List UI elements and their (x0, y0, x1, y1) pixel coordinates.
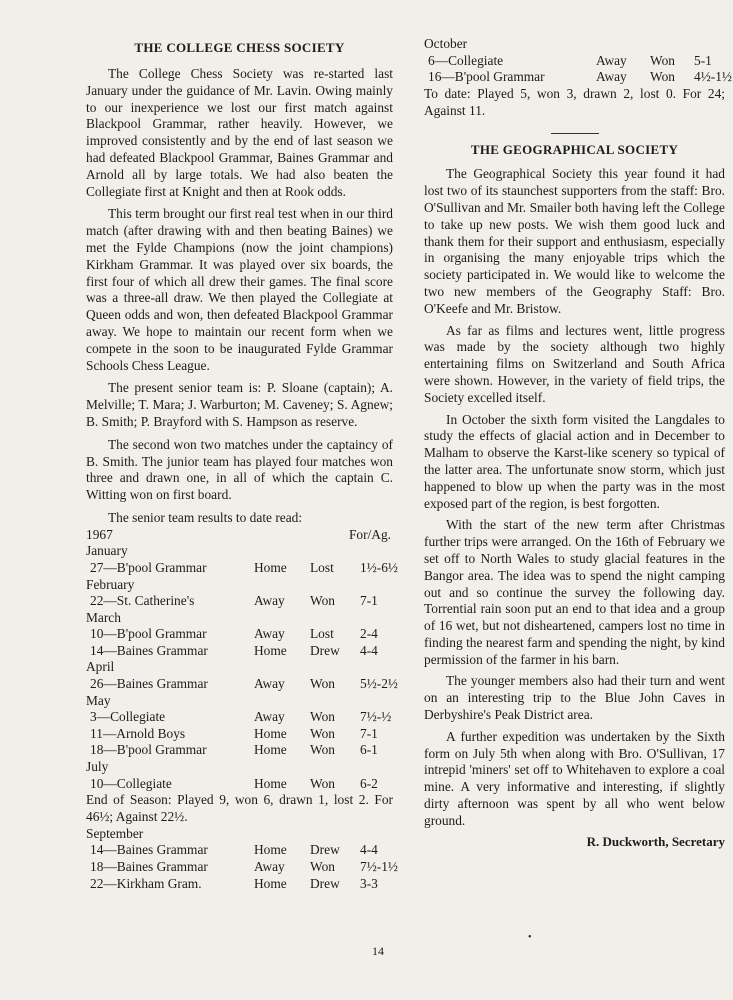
result-row (86, 726, 393, 743)
result-venue: Home (254, 642, 287, 658)
result-opponent: 22—St. Catherine's (90, 593, 195, 609)
results-table (86, 526, 398, 892)
signature: R. Duckworth, Secretary (586, 833, 725, 849)
result-outcome: Drew (310, 875, 340, 891)
result-score: 7½-½ (360, 709, 392, 725)
page-number: 14 (372, 944, 384, 958)
results-month (86, 543, 393, 560)
right-column (424, 0, 732, 850)
result-outcome: Won (650, 69, 675, 85)
result-score: 5½-2½ (360, 676, 398, 692)
month-label: July (86, 759, 109, 775)
month-label: January (86, 543, 128, 559)
season-summary: End of Season: Played 9, won 6, drawn 1, lost 2. For 46½; Against 22½. (86, 792, 393, 825)
result-score: 6-2 (360, 775, 378, 791)
results-header (86, 527, 393, 544)
geo-paragraph-1: The Geographical Society this year found it had lost two of its staunchest supporters from the staff: Bro. O'Sullivan and Mr. Smailer both having left the College to take up new posts. We wish them good luck and thank them for their support and enthusiasm, especially in organising the many enjoyable trips which the society participated in. We would like to welcome the two new members of the Geography Staff: Bro. O'Keefe and Mr. Bristow. (424, 166, 725, 316)
result-row (86, 626, 393, 643)
result-opponent: 26—Baines Grammar (90, 676, 208, 692)
result-score: 7½-1½ (360, 859, 398, 874)
result-score: 5-1 (694, 52, 712, 68)
result-score: 3-3 (360, 875, 378, 891)
result-venue: Home (254, 775, 287, 791)
result-row (86, 842, 393, 859)
left-column (86, 0, 398, 892)
results-month (86, 693, 393, 710)
results-body-2 (86, 825, 398, 892)
result-row (424, 69, 732, 86)
geo-paragraph-3: In October the sixth form visited the Langdales to study the effects of glacial action and in December to Malham to observe the Karst-like scenery so typical of the latter area. The unfortunate snow storm, which just happened to blow up when the party was in the most exposed part of the region, is best forgotten. (424, 411, 725, 511)
results-month (86, 759, 393, 776)
section-divider (551, 133, 599, 134)
result-outcome: Won (310, 593, 335, 609)
result-outcome: Won (310, 709, 335, 725)
result-venue: Away (254, 626, 285, 642)
month-label: February (86, 576, 135, 592)
result-venue: Away (254, 676, 285, 692)
result-venue: Home (254, 842, 287, 858)
results-month (86, 577, 393, 594)
results-table-october (424, 36, 732, 86)
results-month (86, 826, 393, 843)
result-opponent: 27—B'pool Grammar (90, 559, 207, 575)
ink-dot: • (528, 932, 532, 943)
results-body-3 (424, 52, 732, 86)
result-row (86, 593, 393, 610)
results-year: 1967 (86, 526, 113, 542)
result-venue: Away (596, 69, 627, 85)
result-row (86, 742, 393, 759)
geo-paragraph-5: The younger members also had their turn and went on an interesting trip to the Blue John Caves in Derbyshire's Peak District area. (424, 673, 725, 723)
result-opponent: 11—Arnold Boys (90, 725, 186, 741)
result-opponent: 10—B'pool Grammar (90, 626, 207, 642)
chess-paragraph-4: The second won two matches under the captaincy of B. Smith. The junior team has played four matches won three and drawn one, in all of which the captain C. Witting won on first board. (86, 436, 393, 503)
result-venue: Away (254, 593, 285, 609)
result-outcome: Won (650, 52, 675, 68)
results-month (86, 659, 393, 676)
result-score: 7-1 (360, 725, 378, 741)
result-outcome: Lost (310, 626, 334, 642)
month-label: April (86, 659, 115, 675)
month-label: March (86, 609, 121, 625)
result-outcome: Won (310, 676, 335, 692)
results-month (86, 610, 393, 627)
result-opponent: 14—Baines Grammar (90, 642, 208, 658)
result-outcome: Won (310, 742, 335, 758)
results-month: October (424, 36, 468, 51)
result-row (86, 676, 398, 693)
result-score: 4-4 (360, 642, 378, 658)
result-row (424, 53, 725, 70)
results-to-date: To date: Played 5, won 3, drawn 2, lost 0. For 24; Against 11. (424, 85, 725, 118)
result-opponent: 18—Baines Grammar (90, 859, 208, 874)
result-opponent: 10—Collegiate (90, 775, 172, 791)
result-row (86, 876, 393, 893)
result-venue: Away (254, 859, 285, 874)
results-body (86, 543, 398, 792)
result-venue: Away (254, 709, 285, 725)
result-opponent: 16—B'pool Grammar (428, 69, 545, 85)
result-venue: Home (254, 725, 287, 741)
result-score: 7-1 (360, 593, 378, 609)
geo-paragraph-4: With the start of the new term after Christmas further trips were arranged. On the 16th of February we set off to North Wales to study glacial features in the Bangor area. The idea was to spend the night camping out and so continue the survey the following day. Torrential rain soon put an end to that idea and a group of 16 wet, but not disheartened, campers lost no time in finding the nearest farm and spending the night, by kind permission of the farmer in his barn. (424, 517, 725, 667)
result-row (86, 859, 398, 876)
result-venue: Home (254, 559, 287, 575)
result-score: 4½-1½ (694, 69, 732, 85)
chess-paragraph-1: The College Chess Society was re-started last January under the guidance of Mr. Lavin. Owing mainly to our inexperience we lost our first match against Blackpool Grammar, rather heavily. However, we improved consistently and by the end of last season we had defeated Blackpool Grammar, Baines Grammar and Arnold all by large totals. We had also beaten the Collegiate first at Knight and then at Rook odds. (86, 66, 393, 199)
month-label: May (86, 692, 111, 708)
result-outcome: Drew (310, 642, 340, 658)
result-score: 6-1 (360, 742, 378, 758)
result-outcome: Drew (310, 842, 340, 858)
result-row (86, 709, 393, 726)
geo-paragraph-2: As far as films and lectures went, little progress was made by the society although two highly entertaining films on Switzerland and South Africa were shown. However, in the variety of field trips, the Society excelled itself. (424, 322, 725, 405)
result-score: 4-4 (360, 842, 378, 858)
result-outcome: Won (310, 775, 335, 791)
result-row (86, 776, 393, 793)
result-opponent: 6—Collegiate (428, 52, 504, 68)
chess-title: THE COLLEGE CHESS SOCIETY (134, 40, 345, 55)
month-label: September (86, 825, 144, 841)
result-opponent: 18—B'pool Grammar (90, 742, 207, 758)
result-outcome: Won (310, 725, 335, 741)
result-opponent: 22—Kirkham Gram. (90, 875, 202, 891)
chess-paragraph-5: The senior team results to date read: (108, 509, 303, 525)
result-venue: Away (596, 52, 627, 68)
chess-paragraph-2: This term brought our first real test when in our third match (after drawing with and then beating Baines) we met the Fylde Champions (now the joint champions) Kirkham Grammar. It was played over six boards, the first four of which all drew their games. The final score was a three-all draw. We then played the Collegiate at Queen odds and won, then defeated Blackpool Grammar away. We hope to maintain our recent form when we compete in the soon to be inaugurated Fylde Grammar Schools Chess League. (86, 206, 393, 373)
result-score: 2-4 (360, 626, 378, 642)
geo-title: THE GEOGRAPHICAL SOCIETY (470, 142, 679, 158)
result-outcome: Won (310, 859, 335, 874)
result-venue: Home (254, 742, 287, 758)
result-row (86, 559, 398, 577)
result-score: 1½-6½ (360, 559, 398, 575)
result-opponent: 14—Baines Grammar (90, 842, 208, 858)
result-venue: Home (254, 875, 287, 891)
result-row (86, 643, 393, 660)
geo-paragraph-6: A further expedition was undertaken by the Sixth form on July 5th when along with Bro. O'Sullivan, 17 intrepid 'miners' set off to Whitehaven to explore a coal mine. A very informative and interesting, if slightly dirty afternoon was spent by all who went below ground. (424, 728, 725, 828)
result-opponent: 3—Collegiate (90, 709, 166, 725)
result-outcome: Lost (310, 559, 334, 575)
chess-paragraph-3: The present senior team is: P. Sloane (captain); A. Melville; T. Mara; J. Warburton; M. Caveney; S. Agnew; B. Smith; P. Brayford with S. Hampson as reserve. (86, 380, 393, 429)
results-for-ag: For/Ag. (348, 526, 391, 542)
